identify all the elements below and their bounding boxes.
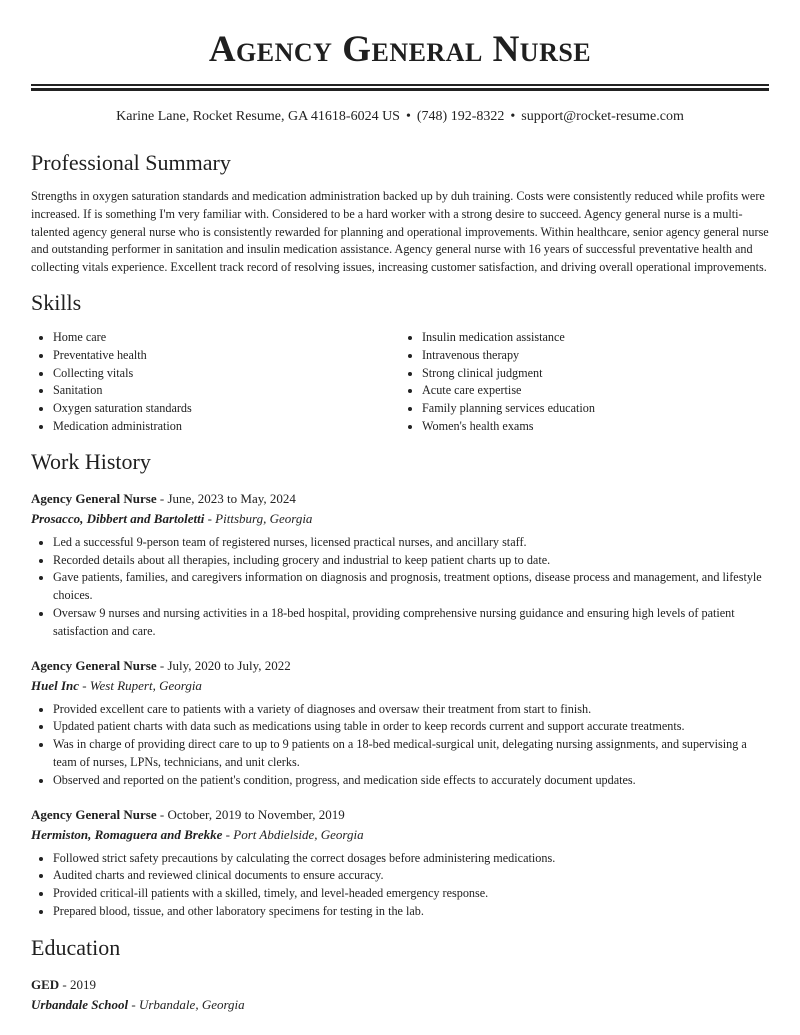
company-name: Hermiston, Romaguera and Brekke: [31, 826, 223, 842]
job-title: Agency General Nurse: [31, 657, 157, 673]
job-bullet: • Audited charts and reviewed clinical documents to ensure accuracy.: [53, 867, 769, 885]
company-location: - Port Abdielside, Georgia: [222, 826, 364, 842]
job-bullet: • Prepared blood, tissue, and other laboratory specimens for testing in the lab.: [53, 903, 769, 921]
section-heading-summary: Professional Summary: [31, 150, 231, 175]
job-bullet: • Updated patient charts with data such as medications using table in order to keep records current and support accurate treatments.: [53, 718, 769, 736]
contact-email: support@rocket-resume.com: [521, 109, 684, 124]
job-bullet: • Was in charge of providing direct care to up to 9 patients on a 18-bed medical-surgical unit, delegating nursing assignments, and supervising a team of nurses, LPNs, technicians, and unit clerks.: [53, 736, 769, 772]
skills-column-right: [400, 329, 769, 436]
company-name: Huel Inc: [31, 677, 80, 693]
company-line: [31, 825, 769, 844]
education-entry: [31, 975, 769, 1014]
degree-year: - 2019: [59, 976, 97, 992]
company-line: [31, 509, 769, 528]
title-divider-thin: [31, 84, 769, 86]
degree-line: [31, 975, 769, 994]
job-entry: [31, 489, 769, 641]
company-line: [31, 676, 769, 695]
skills-column-left: [31, 329, 400, 436]
skill-item: • Oxygen saturation standards: [53, 400, 400, 418]
job-bullet: • Observed and reported on the patient's condition, progress, and medication side effects to accurately document updates.: [53, 772, 769, 790]
school-line: [31, 995, 769, 1014]
job-title-line: [31, 489, 769, 508]
job-bullets: [31, 850, 769, 921]
job-bullet: • Provided critical-ill patients with a skilled, timely, and level-headed emergency response.: [53, 885, 769, 903]
school-location: - Urbandale, Georgia: [128, 996, 245, 1012]
contact-separator: •: [510, 109, 516, 124]
job-dates: - October, 2019 to November, 2019: [156, 806, 345, 822]
skill-item: • Home care: [53, 329, 400, 347]
job-dates: - July, 2020 to July, 2022: [156, 657, 291, 673]
contact-separator: •: [405, 109, 411, 124]
job-title: Agency General Nurse: [31, 806, 157, 822]
company-location: - Pittsburg, Georgia: [204, 510, 313, 526]
contact-phone: (748) 192-8322: [416, 109, 505, 124]
skill-item: • Preventative health: [53, 347, 400, 365]
school-name: Urbandale School: [31, 996, 129, 1012]
job-bullets: [31, 534, 769, 641]
skills-list: [31, 329, 769, 436]
section-heading-work-history: Work History: [31, 448, 151, 474]
job-entry: [31, 805, 769, 921]
skill-item: • Strong clinical judgment: [422, 365, 769, 383]
job-bullet: • Oversaw 9 nurses and nursing activities in a 18-bed hospital, providing comprehensive nursing guidance and ensuring high levels of patient satisfaction and care.: [53, 605, 769, 641]
degree: GED: [31, 976, 60, 992]
job-bullet: • Provided excellent care to patients with a variety of diagnoses and oversaw their treatment from start to finish.: [53, 701, 769, 719]
skill-item: • Acute care expertise: [422, 382, 769, 400]
job-title: Agency General Nurse: [31, 490, 157, 506]
job-entry: [31, 656, 769, 790]
skill-item: • Family planning services education: [422, 400, 769, 418]
contact-line: [31, 108, 769, 126]
job-dates: - June, 2023 to May, 2024: [156, 490, 296, 506]
skill-item: • Insulin medication assistance: [422, 329, 769, 347]
job-title-line: [31, 656, 769, 675]
section-heading-education: Education: [31, 934, 121, 960]
contact-address: Karine Lane, Rocket Resume, GA 41618-6024 US: [116, 109, 400, 124]
company-location: - West Rupert, Georgia: [79, 677, 202, 693]
job-bullets: [31, 701, 769, 790]
job-bullet: • Led a successful 9-person team of registered nurses, licensed practical nurses, and ancillary staff.: [53, 534, 769, 552]
job-bullet: • Gave patients, families, and caregivers information on diagnosis and prognosis, treatment options, disease process and management, and lifestyle choices.: [53, 569, 769, 605]
skill-item: • Intravenous therapy: [422, 347, 769, 365]
title-divider-thick: [31, 88, 769, 91]
job-title-line: [31, 805, 769, 824]
job-bullet: • Recorded details about all therapies, including grocery and industrial to keep patient charts up to date.: [53, 552, 769, 570]
skill-item: • Collecting vitals: [53, 365, 400, 383]
skill-item: • Sanitation: [53, 382, 400, 400]
skill-item: • Women's health exams: [422, 418, 769, 436]
summary-paragraph: Strengths in oxygen saturation standards and medication administration backed up by duh training. Costs were consistently reduced while profits were increased. If is something I'm very familiar with. Considered to be a hard worker with a strong desire to succeed. Agency general nurse is a multi-talented agency general nurse who is consistently rewarded for planning and operational improvements. Within healthcare, senior agency general nurse and outstanding performer in sanitation and insulin medication assistance. Agency general nurse with 16 years of successful preventative health and collecting vitals experience. Excellent track record of resolving issues, increasing customer satisfaction, and driving overall operational improvements.: [31, 189, 769, 275]
job-bullet: • Followed strict safety precautions by calculating the correct dosages before administering medications.: [53, 850, 769, 868]
section-heading-skills: Skills: [31, 289, 82, 315]
page-title: Agency General Nurse: [208, 29, 592, 70]
skill-item: • Medication administration: [53, 418, 400, 436]
company-name: Prosacco, Dibbert and Bartoletti: [31, 510, 205, 526]
